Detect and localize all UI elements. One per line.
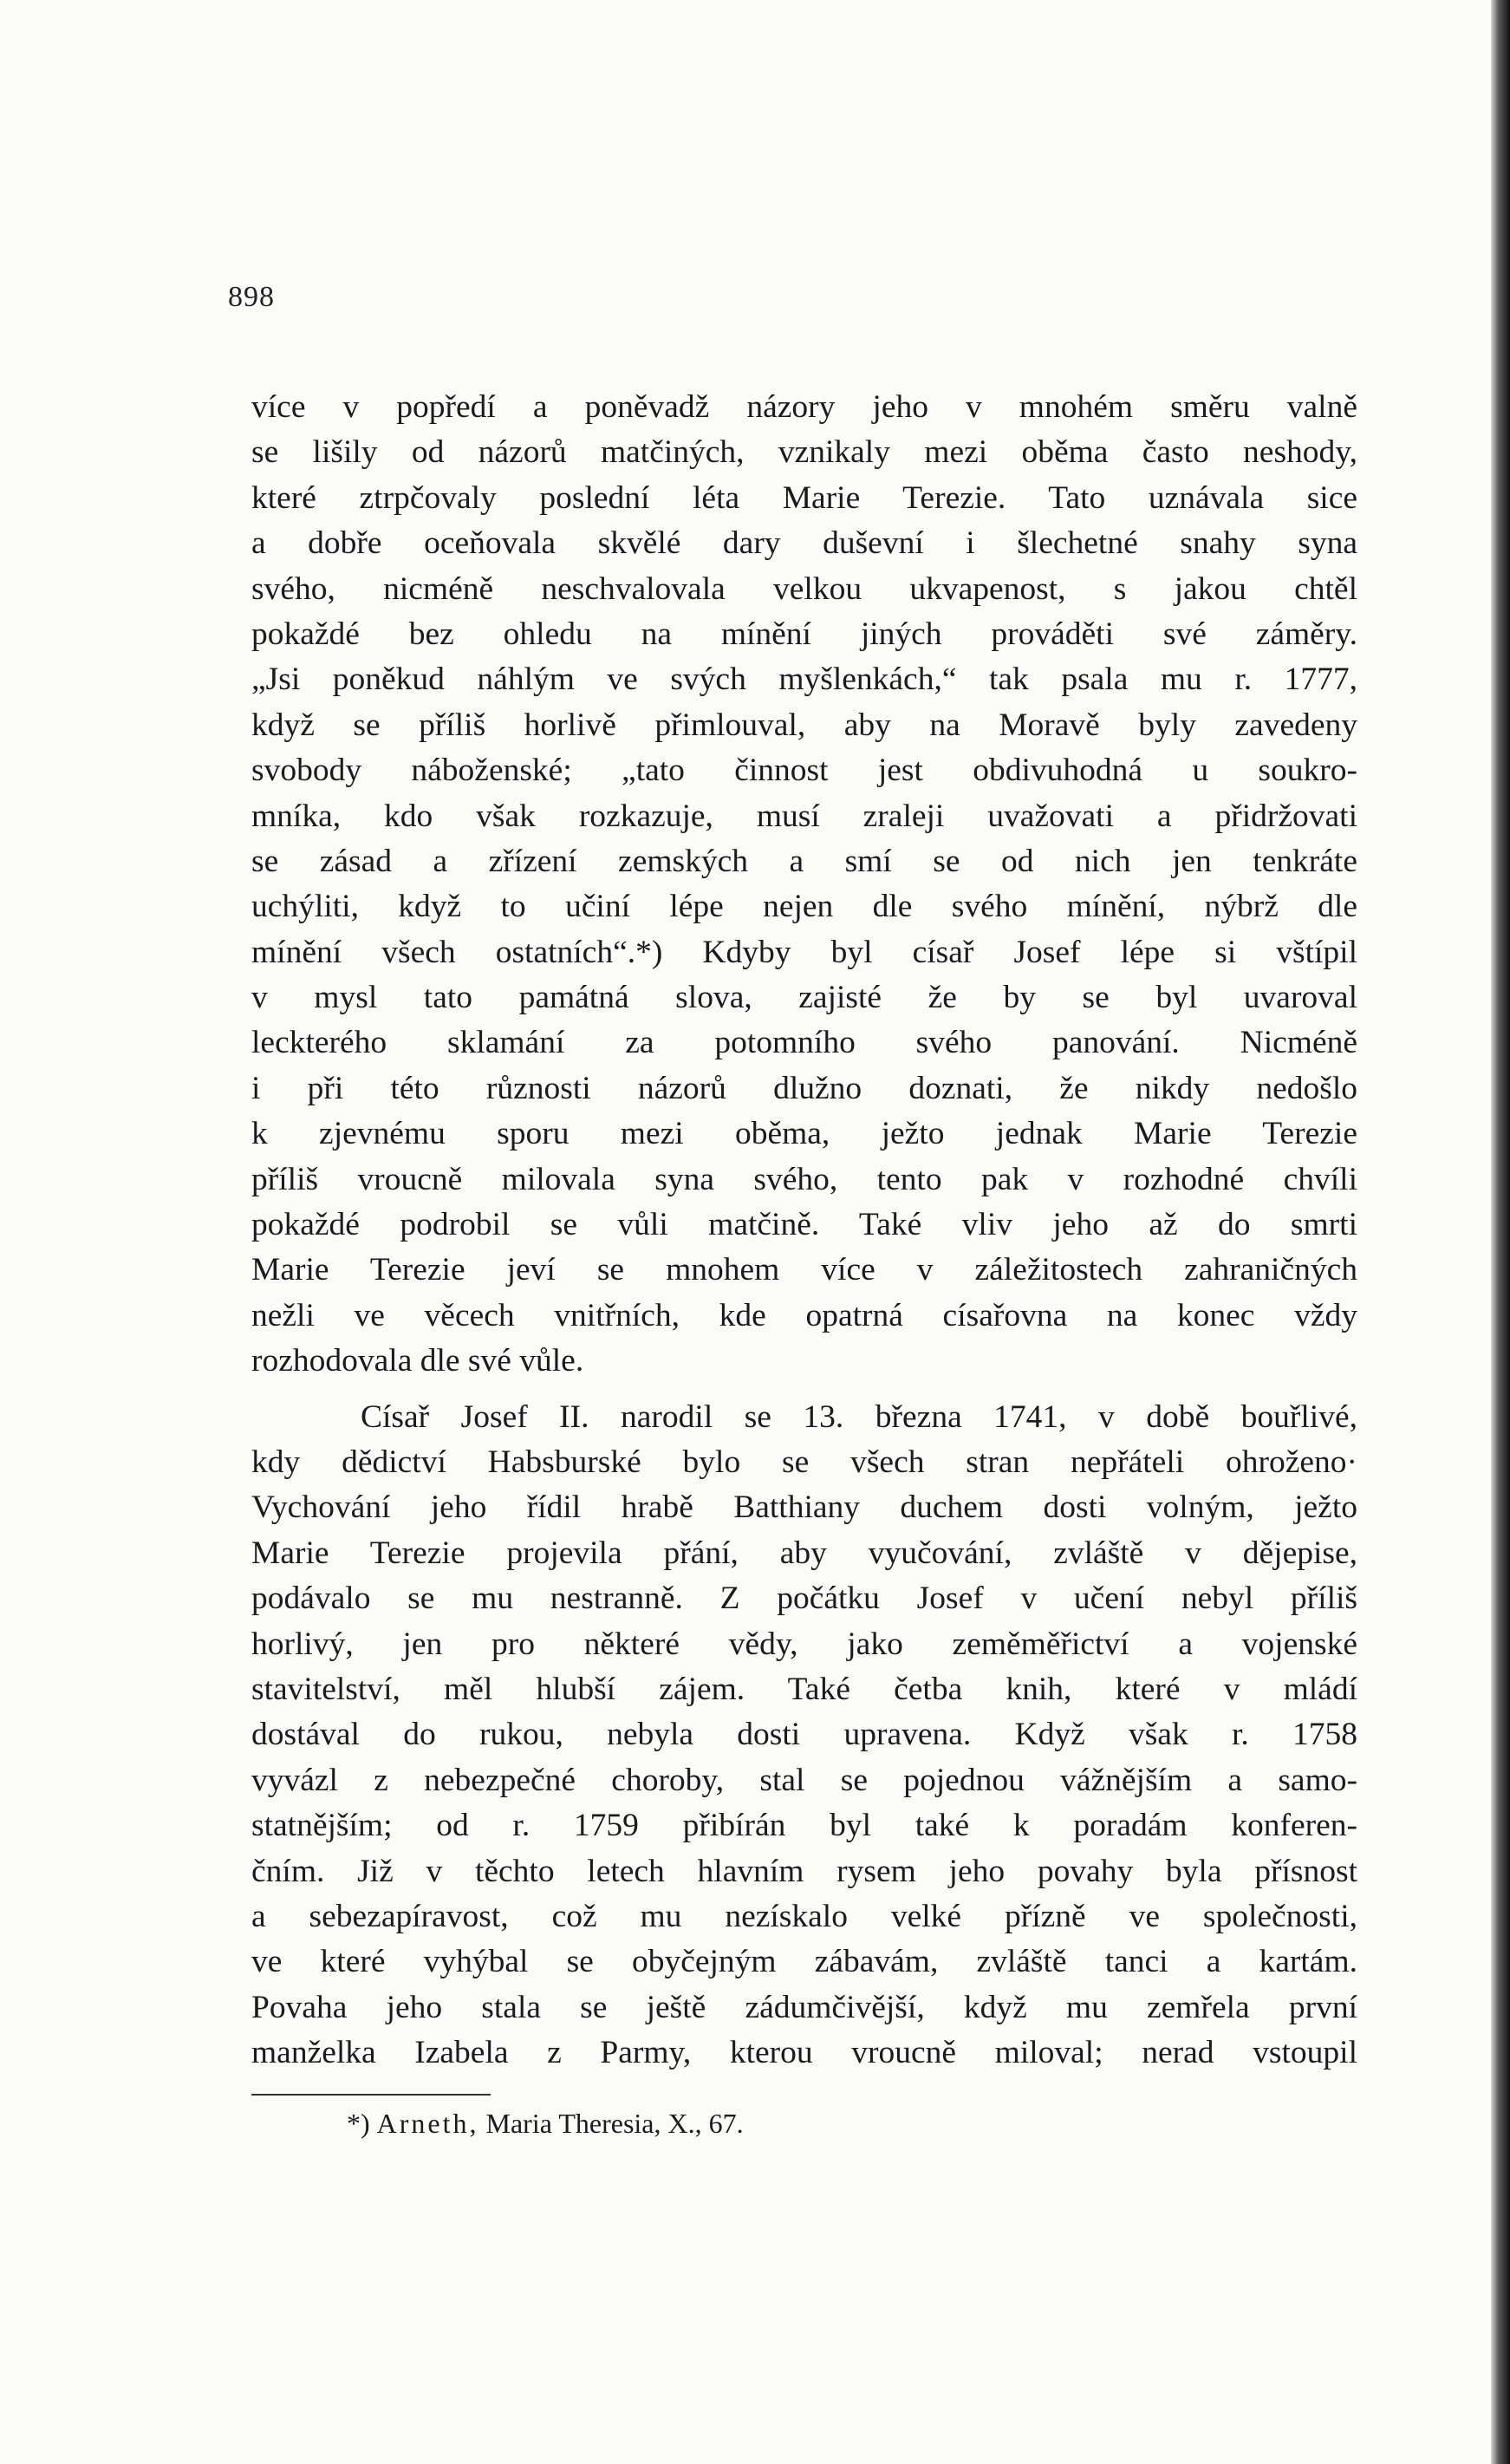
text-line: nežli ve věcech vnitřních, kde opatrná císařovna na konec vždy bbox=[251, 1297, 1357, 1333]
paragraph-1 bbox=[251, 385, 1357, 1385]
text-line: rozhodovala dle své vůle. bbox=[251, 1343, 584, 1379]
text-line: mníka, kdo však rozkazuje, musí zraleji uvažovati a přidržovati bbox=[251, 798, 1357, 834]
text-line: a sebezapíravost, což mu nezískalo velké přízně ve společnosti, bbox=[251, 1898, 1357, 1934]
footnote-marker: *) bbox=[347, 2108, 370, 2139]
text-line: k zjevnému sporu mezi oběma, ježto jednak Marie Terezie bbox=[251, 1116, 1357, 1152]
text-line: které ztrpčovaly poslední léta Marie Terezie. Tato uznávala sice bbox=[251, 479, 1357, 516]
text-line: statnějším; od r. 1759 přibírán byl také k poradám konferen- bbox=[251, 1808, 1357, 1844]
text-line: ve které vyhýbal se obyčejným zábavám, zvláště tanci a kartám. bbox=[251, 1944, 1357, 1980]
text-line: mínění všech ostatních“.*) Kdyby byl císař Josef lépe si vštípil bbox=[251, 934, 1357, 970]
text-line: Vychování jeho řídil hrabě Batthiany duchem dosti volným, ježto bbox=[251, 1489, 1357, 1526]
text-line: se zásad a zřízení zemských a smí se od nich jen tenkráte bbox=[251, 843, 1357, 879]
text-line: leckterého sklamání za potomního svého panování. Nicméně bbox=[251, 1025, 1357, 1061]
text-line: podávalo se mu nestranně. Z počátku Josef v učení nebyl příliš bbox=[251, 1581, 1357, 1617]
text-line: a dobře oceňovala skvělé dary duševní i šlechetné snahy syna bbox=[251, 525, 1357, 562]
text-line: manželka Izabela z Parmy, kterou vroucně miloval; nerad vstoupil bbox=[251, 2035, 1357, 2071]
text-line: kdy dědictví Habsburské bylo se všech stran nepřáteli ohroženo· bbox=[251, 1444, 1357, 1480]
text-line: dostával do rukou, nebyla dosti upravena. Když však r. 1758 bbox=[251, 1717, 1357, 1753]
text-line: Marie Terezie jeví se mnohem více v záležitostech zahraničných bbox=[251, 1252, 1357, 1288]
text-line: v mysl tato památná slova, zajisté že by se byl uvaroval bbox=[251, 980, 1357, 1016]
page-number: 898 bbox=[228, 281, 275, 313]
footnote-divider bbox=[251, 2094, 491, 2096]
footnote bbox=[347, 2103, 744, 2143]
text-line: čním. Již v těchto letech hlavním rysem jeho povahy byla přísnost bbox=[251, 1853, 1357, 1889]
text-line: vyvázl z nebezpečné choroby, stal se pojednou vážnějším a samo- bbox=[251, 1762, 1357, 1798]
text-line: i při této různosti názorů dlužno doznati, že nikdy nedošlo bbox=[251, 1070, 1357, 1106]
text-line: když se příliš horlivě přimlouval, aby na Moravě byly zavedeny bbox=[251, 707, 1357, 743]
text-line: Povaha jeho stala se ještě zádumčivější, když mu zemřela první bbox=[251, 1989, 1357, 2025]
text-line: se lišily od názorů matčiných, vznikaly mezi oběma často neshody, bbox=[251, 434, 1357, 471]
text-line: uchýliti, když to učiní lépe nejen dle svého mínění, nýbrž dle bbox=[251, 889, 1357, 925]
paragraph-gap bbox=[251, 1385, 1357, 1395]
scan-edge bbox=[1491, 0, 1510, 2464]
text-line: svého, nicméně neschvalovala velkou ukvapenost, s jakou chtěl bbox=[251, 570, 1357, 607]
text-line: svobody náboženské; „tato činnost jest obdivuhodná u soukro- bbox=[251, 753, 1357, 789]
text-line: „Jsi poněkud náhlým ve svých myšlenkách,“ tak psala mu r. 1777, bbox=[251, 662, 1357, 698]
text-line: Císař Josef II. narodil se 13. března 1741, v době bouřlivé, bbox=[361, 1398, 1357, 1435]
footnote-citation: Maria Theresia, X., 67. bbox=[485, 2108, 744, 2139]
text-line: pokaždé podrobil se vůli matčině. Také vliv jeho až do smrti bbox=[251, 1207, 1357, 1243]
text-line: horlivý, jen pro některé vědy, jako zeměměřictví a vojenské bbox=[251, 1626, 1357, 1662]
text-line: Marie Terezie projevila přání, aby vyučování, zvláště v dějepise, bbox=[251, 1535, 1357, 1571]
text-line: více v popředí a poněvadž názory jeho v mnohém směru valně bbox=[251, 389, 1357, 425]
body-text bbox=[251, 385, 1357, 2076]
text-line: pokaždé bez ohledu na mínění jiných prováděti své záměry. bbox=[251, 616, 1357, 652]
text-line: stavitelství, měl hlubší zájem. Také četba knih, které v mládí bbox=[251, 1671, 1357, 1707]
text-line: příliš vroucně milovala syna svého, tento pak v rozhodné chvíli bbox=[251, 1161, 1357, 1197]
paragraph-2 bbox=[251, 1395, 1357, 2076]
footnote-author: Arneth, bbox=[376, 2108, 479, 2139]
